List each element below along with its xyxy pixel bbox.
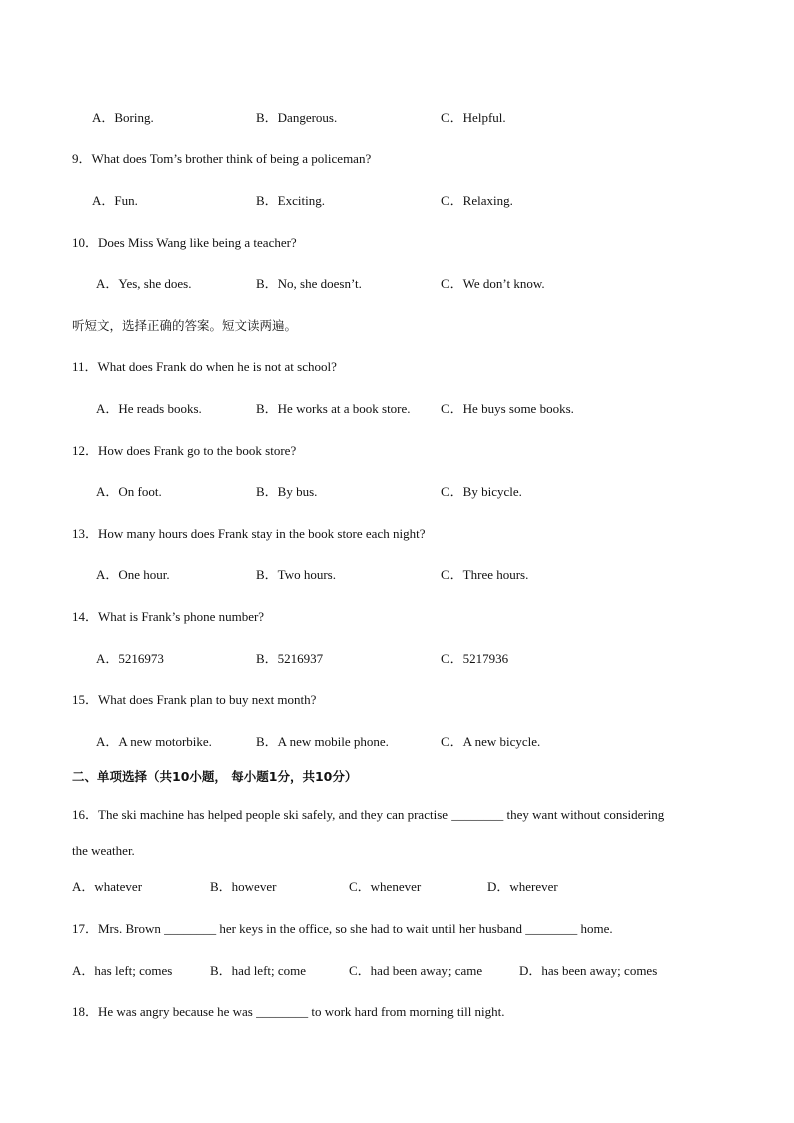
q13-option-c: C．Three hours.	[441, 567, 529, 582]
question-16-continued: the weather.	[72, 843, 135, 858]
q11-option-c: C．He buys some books.	[441, 401, 574, 416]
q13-option-b: B．Two hours.	[256, 567, 336, 582]
question-12: 12．How does Frank go to the book store?	[72, 443, 297, 458]
q12-option-b: B．By bus.	[256, 484, 318, 499]
listening-instruction: 听短文，选择正确的答案。短文读两遍。	[72, 318, 298, 333]
q16-option-a: A．whatever	[72, 879, 143, 894]
q8-option-b: B．Dangerous.	[256, 110, 338, 125]
q11-option-b: B．He works at a book store.	[256, 401, 411, 416]
q12-option-a: A．On foot.	[96, 484, 162, 499]
question-17: 17．Mrs. Brown ________ her keys in the office, so she had to wait until her husband ________ home.	[72, 921, 613, 936]
q15-option-c: C．A new bicycle.	[441, 734, 541, 749]
q10-option-a: A．Yes, she does.	[96, 276, 192, 291]
q17-option-a: A．has left; comes	[72, 963, 173, 978]
q12-option-c: C．By bicycle.	[441, 484, 522, 499]
q10-option-c: C．We don’t know.	[441, 276, 545, 291]
question-9: 9．What does Tom’s brother think of being a policeman?	[72, 151, 372, 166]
question-16: 16．The ski machine has helped people ski safely, and they can practise ________ they want without considering	[72, 807, 665, 822]
q14-option-b: B．5216937	[256, 651, 324, 666]
q15-option-a: A．A new motorbike.	[96, 734, 212, 749]
q16-option-c: C．whenever	[349, 879, 422, 894]
q15-option-b: B．A new mobile phone.	[256, 734, 389, 749]
question-18: 18．He was angry because he was ________ to work hard from morning till night.	[72, 1004, 505, 1019]
section-heading: 二、单项选择（共10小题， 每小题1分，共10分）	[72, 769, 358, 784]
question-13: 13．How many hours does Frank stay in the book store each night?	[72, 526, 426, 541]
q9-option-a: A．Fun.	[92, 193, 138, 208]
q17-option-c: C．had been away; came	[349, 963, 483, 978]
q16-option-d: D．wherever	[487, 879, 558, 894]
question-14: 14．What is Frank’s phone number?	[72, 609, 265, 624]
question-11: 11．What does Frank do when he is not at school?	[72, 359, 337, 374]
q9-option-c: C．Relaxing.	[441, 193, 513, 208]
q11-option-a: A．He reads books.	[96, 401, 202, 416]
q9-option-b: B．Exciting.	[256, 193, 325, 208]
question-15: 15．What does Frank plan to buy next month?	[72, 692, 317, 707]
q17-option-d: D．has been away; comes	[519, 963, 658, 978]
q16-option-b: B．however	[210, 879, 277, 894]
q14-option-c: C．5217936	[441, 651, 509, 666]
q10-option-b: B．No, she doesn’t.	[256, 276, 362, 291]
q8-option-a: A．Boring.	[92, 110, 154, 125]
q14-option-a: A．5216973	[96, 651, 164, 666]
q17-option-b: B．had left; come	[210, 963, 307, 978]
question-10: 10．Does Miss Wang like being a teacher?	[72, 235, 297, 250]
q13-option-a: A．One hour.	[96, 567, 170, 582]
q8-option-c: C．Helpful.	[441, 110, 506, 125]
